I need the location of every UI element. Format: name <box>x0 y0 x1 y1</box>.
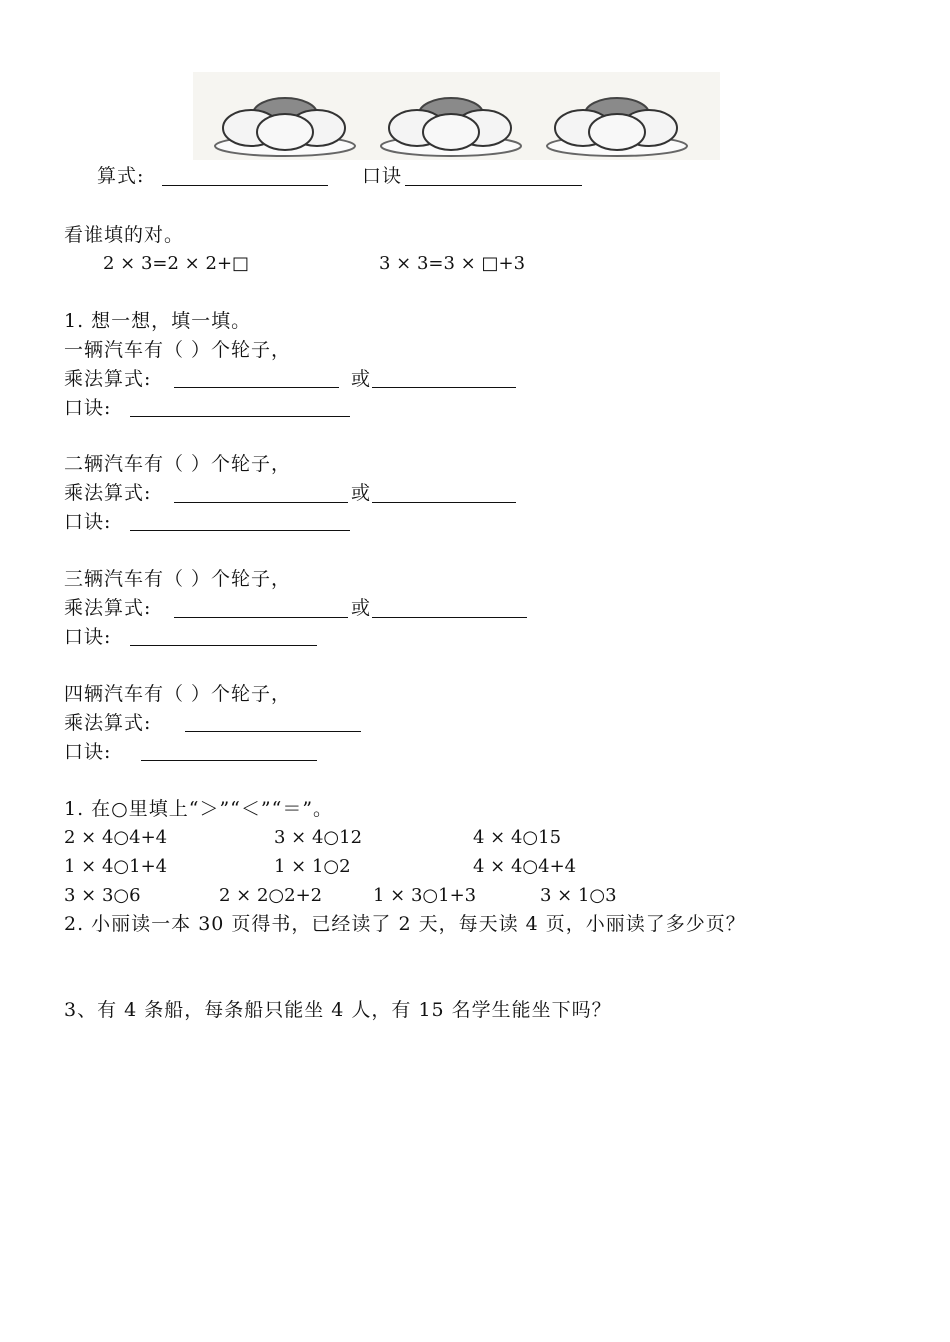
car-question: 二辆汽车有（ ）个轮子， <box>64 453 292 475</box>
or-label: 或 <box>351 368 372 390</box>
multiply-alt-blank[interactable] <box>372 617 527 618</box>
koujue-label: 口诀: <box>64 397 112 419</box>
koujue-label: 口诀: <box>64 511 112 533</box>
fill-check-title: 看谁填的对。 <box>64 224 185 246</box>
compare-item[interactable]: 1 × 3○1+3 <box>373 885 477 906</box>
or-label: 或 <box>351 482 372 504</box>
multiply-alt-blank[interactable] <box>372 502 516 503</box>
fill-check-equation: 2 × 3=2 × 2+□ <box>103 253 250 274</box>
multiply-blank[interactable] <box>174 617 348 618</box>
koujue-label: 口诀 <box>362 165 403 187</box>
multiply-blank[interactable] <box>174 502 348 503</box>
koujue-blank[interactable] <box>405 185 582 186</box>
compare-item[interactable]: 3 × 1○3 <box>540 885 617 906</box>
word-problem-3: 3、有 4 条船，每条船只能坐 4 人，有 15 名学生能坐下吗？ <box>64 999 612 1021</box>
compare-item[interactable]: 4 × 4○15 <box>473 827 562 848</box>
compare-item[interactable]: 3 × 3○6 <box>64 885 141 906</box>
multiply-alt-blank[interactable] <box>372 387 516 388</box>
koujue-blank[interactable] <box>130 530 350 531</box>
car-question: 三辆汽车有（ ）个轮子， <box>64 568 292 590</box>
formula-blank[interactable] <box>162 185 328 186</box>
car-question: 四辆汽车有（ ）个轮子， <box>64 683 292 705</box>
koujue-label: 口诀: <box>64 626 112 648</box>
buns-on-plates-illustration <box>193 72 720 160</box>
multiply-label: 乘法算式: <box>64 712 152 734</box>
compare-item[interactable]: 1 × 1○2 <box>274 856 351 877</box>
compare-item[interactable]: 4 × 4○4+4 <box>473 856 577 877</box>
or-label: 或 <box>351 597 372 619</box>
compare-item[interactable]: 2 × 4○4+4 <box>64 827 168 848</box>
compare-title: 1. 在○里填上“＞”“＜”“＝”。 <box>64 798 334 820</box>
compare-item[interactable]: 1 × 4○1+4 <box>64 856 168 877</box>
formula-label: 算式: <box>97 165 145 187</box>
multiply-blank[interactable] <box>185 731 361 732</box>
multiply-label: 乘法算式: <box>64 368 152 390</box>
compare-item[interactable]: 2 × 2○2+2 <box>219 885 323 906</box>
multiply-label: 乘法算式: <box>64 482 152 504</box>
multiply-blank[interactable] <box>174 387 339 388</box>
koujue-blank[interactable] <box>130 645 317 646</box>
word-problem-2: 2. 小丽读一本 30 页得书，已经读了 2 天，每天读 4 页，小丽读了多少页？ <box>64 913 746 935</box>
q1-title: 1. 想一想，填一填。 <box>64 310 252 332</box>
compare-item[interactable]: 3 × 4○12 <box>274 827 363 848</box>
koujue-blank[interactable] <box>130 416 350 417</box>
multiply-label: 乘法算式: <box>64 597 152 619</box>
koujue-label: 口诀: <box>64 741 112 763</box>
fill-check-equation: 3 × 3=3 × □+3 <box>379 253 526 274</box>
koujue-blank[interactable] <box>141 760 317 761</box>
car-question: 一辆汽车有（ ）个轮子， <box>64 339 292 361</box>
